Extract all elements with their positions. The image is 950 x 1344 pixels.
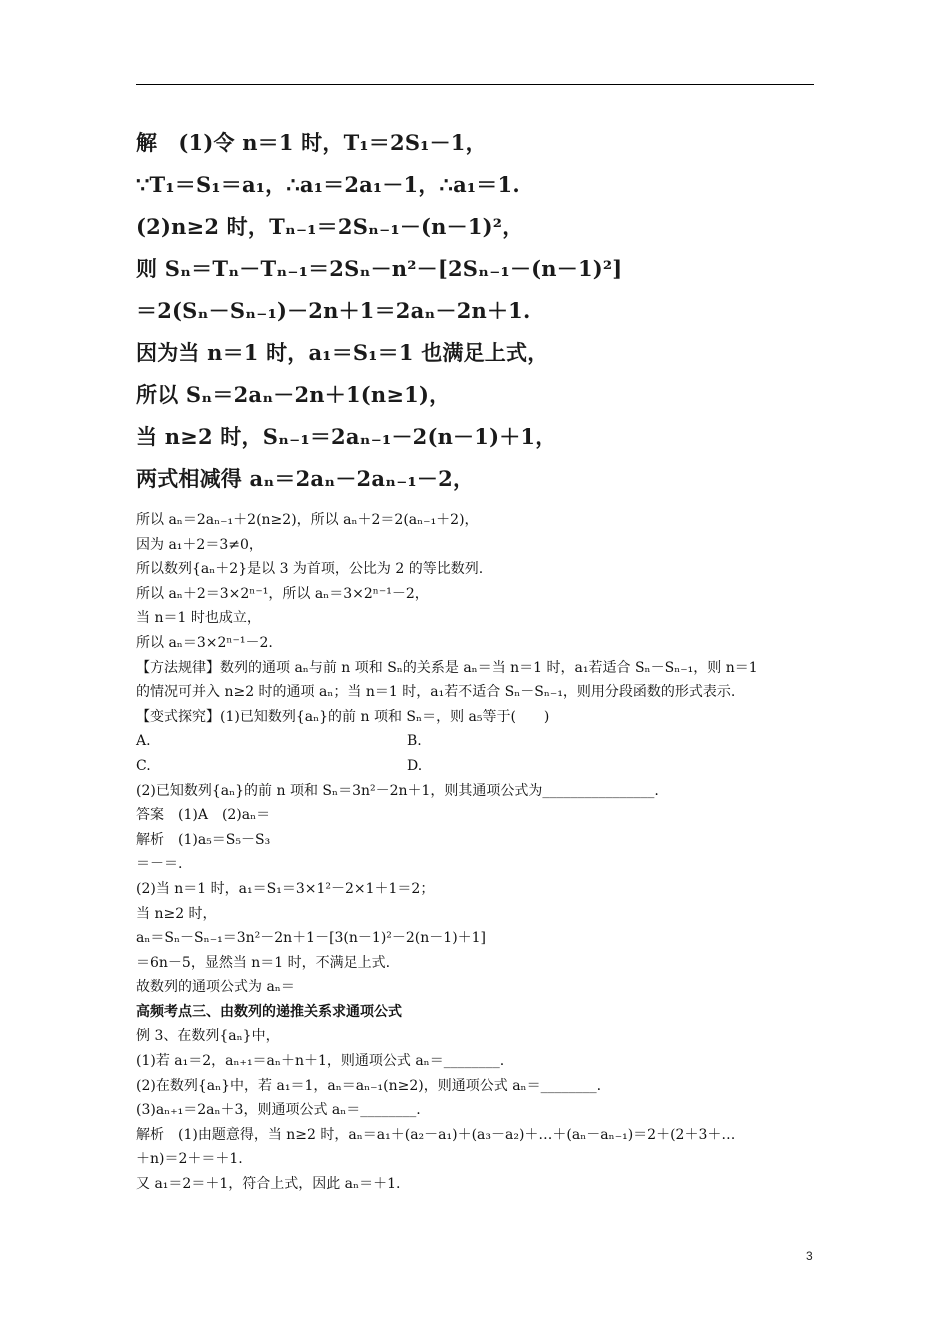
answer-line: 答案 (1)A (2)aₙ＝	[136, 807, 271, 824]
method-note-line: 【方法规律】数列的通项 aₙ与前 n 项和 Sₙ的关系是 aₙ＝当 n＝1 时，a₁若适合 Sₙ－Sₙ₋₁，则 n＝1	[136, 659, 758, 676]
variant-question-line: 【变式探究】(1)已知数列{aₙ}的前 n 项和 Sₙ＝，则 a₅等于( )	[136, 708, 550, 725]
scan-line: 则 Sₙ＝Tₙ－Tₙ₋₁＝2Sₙ－n²－[2Sₙ₋₁－(n－1)²]	[136, 256, 623, 281]
analysis-line: 解析 (1)由题意得，当 n≥2 时，aₙ＝a₁＋(a₂－a₁)＋(a₃－a₂)＋…＋(aₙ－aₙ₋₁)＝2＋(2＋3＋…	[136, 1126, 736, 1143]
scan-line: 因为当 n＝1 时，a₁＝S₁＝1 也满足上式，	[136, 340, 549, 365]
text-line: ＝－＝.	[136, 856, 183, 873]
text-line: 所以 aₙ＋2＝3×2ⁿ⁻¹，所以 aₙ＝3×2ⁿ⁻¹－2，	[136, 585, 429, 602]
option-b: B.	[407, 733, 422, 750]
section-heading: 高频考点三、由数列的递推关系求通项公式	[136, 1003, 402, 1020]
text-line: (3)aₙ₊₁＝2aₙ＋3，则通项公式 aₙ＝________.	[136, 1102, 421, 1119]
text-line: ＝6n－5，显然当 n＝1 时，不满足上式.	[136, 954, 391, 971]
text-line: 当 n≥2 时，	[136, 905, 217, 922]
body-text	[136, 508, 816, 1197]
scan-line: 解 (1)令 n＝1 时，T₁＝2S₁－1，	[136, 130, 487, 155]
scan-line: 当 n≥2 时，Sₙ₋₁＝2aₙ₋₁－2(n－1)＋1，	[136, 424, 557, 449]
option-d: D.	[407, 757, 423, 774]
analysis-line: 解析 (1)a₅＝S₅－S₃	[136, 831, 271, 848]
text-line: ＋n)＝2＋＝＋1.	[136, 1151, 243, 1168]
text-line: 所以数列{aₙ＋2}是以 3 为首项，公比为 2 的等比数列.	[136, 561, 484, 578]
example-line: 例 3、在数列{aₙ}中，	[136, 1028, 280, 1045]
scan-line: ＝2(Sₙ－Sₙ₋₁)－2n＋1＝2aₙ－2n＋1.	[136, 298, 531, 323]
text-line: 所以 aₙ＝2aₙ₋₁＋2(n≥2)，所以 aₙ＋2＝2(aₙ₋₁＋2)，	[136, 512, 479, 528]
scan-line: (2)n≥2 时，Tₙ₋₁＝2Sₙ₋₁－(n－1)²，	[136, 214, 524, 239]
text-line: 又 a₁＝2＝＋1，符合上式，因此 aₙ＝＋1.	[136, 1176, 401, 1193]
scan-line: 两式相减得 aₙ＝2aₙ－2aₙ₋₁－2，	[136, 466, 475, 491]
text-line: 所以 aₙ＝3×2ⁿ⁻¹－2.	[136, 634, 273, 651]
option-c: C.	[136, 757, 151, 774]
page-number: 3	[806, 1249, 813, 1263]
text-line: (1)若 a₁＝2，aₙ₊₁＝aₙ＋n＋1，则通项公式 aₙ＝________.	[136, 1053, 505, 1070]
text-line: 故数列的通项公式为 aₙ＝	[136, 979, 295, 996]
text-line: (2)在数列{aₙ}中，若 a₁＝1，aₙ＝aₙ₋₁(n≥2)，则通项公式 aₙ＝________.	[136, 1077, 602, 1094]
text-line: 因为 a₁＋2＝3≠0，	[136, 536, 263, 553]
scan-line: ∵T₁＝S₁＝a₁，∴a₁＝2a₁－1，∴a₁＝1.	[136, 172, 520, 197]
options-row	[136, 754, 816, 779]
option-a: A.	[136, 733, 151, 750]
text-line: aₙ＝Sₙ－Sₙ₋₁＝3n²－2n＋1－[3(n－1)²－2(n－1)＋1]	[136, 930, 487, 947]
scan-line: 所以 Sₙ＝2aₙ－2n＋1(n≥1)，	[136, 382, 451, 407]
text-line: (2)已知数列{aₙ}的前 n 项和 Sₙ＝3n²－2n＋1，则其通项公式为________________.	[136, 782, 659, 799]
method-note-line: 的情况可并入 n≥2 时的通项 aₙ；当 n＝1 时，a₁若不适合 Sₙ－Sₙ₋₁，则用分段函数的形式表示.	[136, 684, 736, 701]
options-row	[136, 729, 816, 754]
text-line: (2)当 n＝1 时，a₁＝S₁＝3×1²－2×1＋1＝2；	[136, 880, 435, 897]
header-rule	[136, 84, 814, 85]
text-line: 当 n＝1 时也成立，	[136, 610, 261, 627]
scanned-solution-block	[136, 122, 636, 500]
